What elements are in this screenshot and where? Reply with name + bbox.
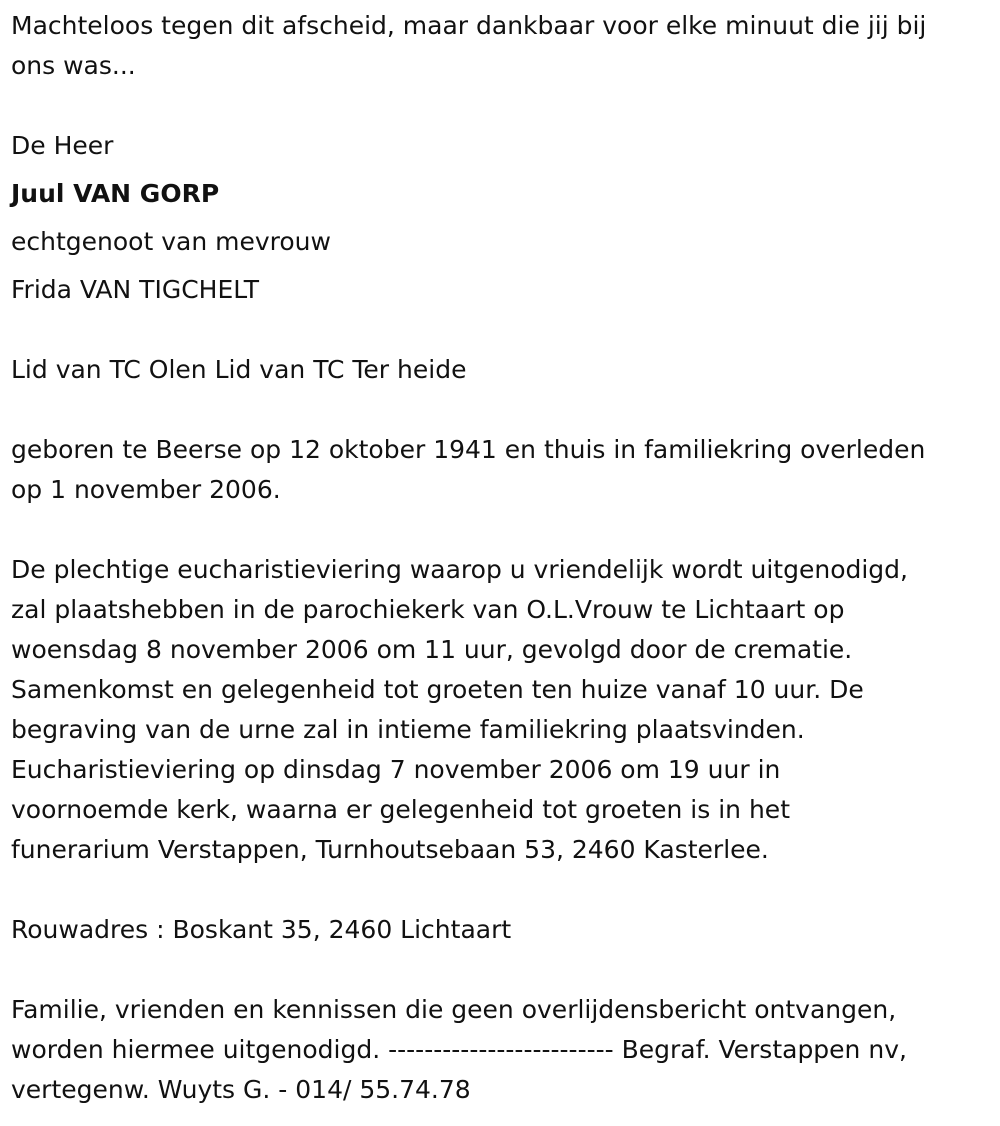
birth-death-line-1: geboren te Beerse op 12 oktober 1941 en thuis in familiekring overleden: [11, 435, 926, 464]
memberships: Lid van TC Olen Lid van TC Ter heide: [11, 355, 467, 384]
closing-line-1: Familie, vrienden en kennissen die geen overlijdensbericht ontvangen,: [11, 995, 897, 1024]
closing-line-2: worden hiermee uitgenodigd. ------------------------- Begraf. Verstappen nv,: [11, 1035, 907, 1064]
deceased-name: Juul VAN GORP: [11, 179, 220, 208]
opening-line-2: ons was...: [11, 51, 136, 80]
relation-label: echtgenoot van mevrouw: [11, 227, 331, 256]
ceremony-line-2: zal plaatshebben in de parochiekerk van O.L.Vrouw te Lichtaart op: [11, 595, 845, 624]
honorific: De Heer: [11, 131, 114, 160]
spouse-name: Frida VAN TIGCHELT: [11, 275, 259, 304]
ceremony-line-1: De plechtige eucharistieviering waarop u vriendelijk wordt uitgenodigd,: [11, 555, 908, 584]
ceremony-line-4: Samenkomst en gelegenheid tot groeten ten huize vanaf 10 uur. De: [11, 675, 864, 704]
ceremony-line-5: begraving van de urne zal in intieme familiekring plaatsvinden.: [11, 715, 805, 744]
opening-line-1: Machteloos tegen dit afscheid, maar dankbaar voor elke minuut die jij bij: [11, 11, 927, 40]
mourning-address: Rouwadres : Boskant 35, 2460 Lichtaart: [11, 915, 512, 944]
closing-line-3: vertegenw. Wuyts G. - 014/ 55.74.78: [11, 1075, 471, 1104]
birth-death-line-2: op 1 november 2006.: [11, 475, 281, 504]
ceremony-line-7: voornoemde kerk, waarna er gelegenheid tot groeten is in het: [11, 795, 790, 824]
ceremony-line-8: funerarium Verstappen, Turnhoutsebaan 53, 2460 Kasterlee.: [11, 835, 769, 864]
ceremony-line-6: Eucharistieviering op dinsdag 7 november 2006 om 19 uur in: [11, 755, 781, 784]
ceremony-line-3: woensdag 8 november 2006 om 11 uur, gevolgd door de crematie.: [11, 635, 853, 664]
